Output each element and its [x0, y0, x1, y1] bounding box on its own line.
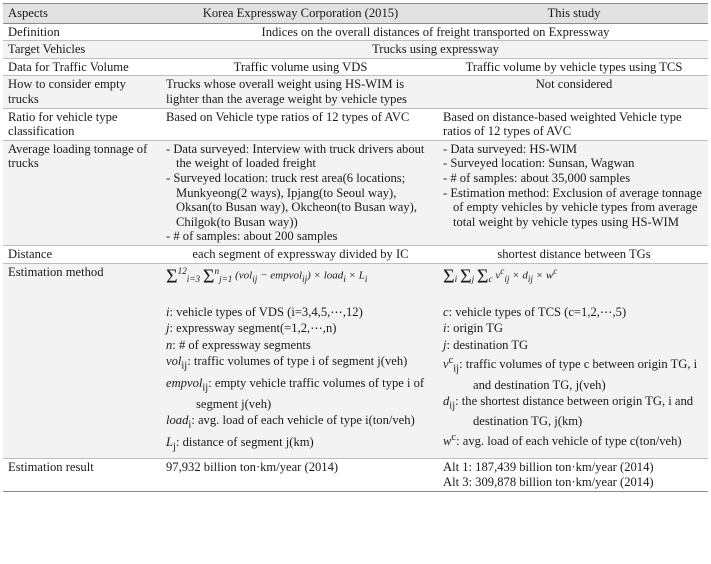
formula-lower-limit: c [488, 273, 493, 284]
study-definitions [443, 305, 705, 449]
formula-subscript: i [364, 273, 368, 284]
formula-subscript: ij [504, 273, 510, 284]
formula-subscript: ij [527, 273, 533, 284]
definition-item: empvol$_{ij}$: empty vehicle traffic volumes of type i of segment j(veh) [166, 376, 425, 411]
formula-lower-limit: j=1 [219, 273, 233, 284]
traffic-study: Traffic volume by vehicle types using TCS [438, 58, 708, 76]
study-formula [443, 265, 705, 305]
row-empty-trucks [3, 76, 708, 108]
list-item: - Estimation method: Exclusion of average tonnage of empty vehicles by vehicle types from average total weight by vehicle types using HS-WIM [443, 185, 702, 229]
formula-term: × d [509, 269, 528, 282]
sigma-symbol: Σ [202, 265, 215, 288]
comparison-table [3, 3, 708, 492]
definition-value: Indices on the overall distances of freight transported on Expressway [161, 23, 708, 41]
target-value: Trucks using expressway [161, 41, 708, 59]
row-label: Distance [3, 245, 161, 263]
formula-upper-limit: n [214, 265, 220, 276]
definition-item: vol$_{ij}$: traffic volumes of type i of segment j(veh) [166, 354, 408, 372]
ratio-kec: Based on Vehicle type ratios of 12 types of AVC [161, 108, 438, 140]
row-distance [3, 245, 708, 263]
formula-term: × L [345, 269, 365, 282]
empty-kec: Trucks whose overall weight using HS-WIM is lighter than the average weight by vehicle types [161, 76, 438, 108]
row-label: How to consider empty trucks [3, 76, 161, 108]
definition-item: n: # of expressway segments [166, 337, 311, 352]
definition-item: $L_j$: distance of segment j(km) [166, 435, 314, 453]
definition-item: j: destination TG [443, 337, 529, 352]
row-traffic-volume [3, 58, 708, 76]
sigma-symbol: Σ [443, 265, 455, 288]
definition-item: i: origin TG [443, 321, 503, 336]
formula-term: (vol [235, 269, 253, 282]
formula-lower-limit: j [471, 273, 475, 284]
list-item: - Data surveyed: Interview with truck drivers about the weight of loaded freight [166, 141, 425, 171]
list-item: - Surveyed location: Sunsan, Wagwan [443, 156, 635, 171]
definition-item: $d_{ij}$: the shortest distance between origin TG, i and destination TG, j(km) [443, 394, 694, 429]
formula-subscript: ij [302, 273, 308, 284]
formula-lower-limit: i [454, 273, 458, 284]
definition-item: load$_i$: avg. load of each vehicle of type i(ton/veh) [166, 413, 415, 431]
loading-kec-list [166, 142, 435, 244]
result-study [438, 459, 708, 491]
row-label: Average loading tonnage of trucks [3, 140, 161, 245]
row-label: Definition [3, 23, 161, 41]
definition-item: i: vehicle types of VDS (i=3,4,5,⋯,12) [166, 304, 363, 319]
formula-upper-limit: 12 [177, 265, 187, 276]
row-ratio [3, 108, 708, 140]
row-target-vehicles [3, 41, 708, 59]
list-item: - Surveyed location: truck rest area(6 locations; Munkyeong(2 ways), Ipjang(to Seoul way), Oksan(to Busan way), Okcheon(to Busan way), Chilgok(to Busan way)) [166, 170, 417, 229]
formula-term: − empvol [257, 269, 303, 282]
loading-study-list [443, 142, 705, 230]
definition-item: c: vehicle types of TCS (c=1,2,⋯,5) [443, 304, 627, 319]
row-estimation-method [3, 263, 708, 459]
sigma-symbol: Σ [476, 265, 489, 288]
list-item: - Data surveyed: HS-WIM [443, 141, 577, 156]
result-alt-1: Alt 1: 187,439 billion ton·km/year (2014) [443, 460, 654, 475]
ratio-study: Based on distance-based weighted Vehicle type ratios of 12 types of AVC [438, 108, 708, 140]
header-aspects: Aspects [3, 4, 161, 24]
header-kec: Korea Expressway Corporation (2015) [161, 4, 438, 24]
formula-term: ) × load [307, 269, 344, 282]
row-label: Estimation result [3, 459, 161, 491]
row-label: Ratio for vehicle type classification [3, 108, 161, 140]
result-alt-3: Alt 3: 309,878 billion ton·km/year (2014) [443, 474, 654, 489]
definition-item: $v^c_{ij}$: traffic volumes of type c between origin TG, i and destination TG, j(veh) [443, 355, 698, 392]
formula-superscript: c [500, 265, 505, 276]
empty-study: Not considered [438, 76, 708, 108]
row-loading-tonnage [3, 140, 708, 245]
formula-superscript: c [553, 265, 558, 276]
formula-lower-limit: i=3 [186, 273, 201, 284]
distance-kec: each segment of expressway divided by IC [161, 245, 438, 263]
result-kec: 97,932 billion ton·km/year (2014) [161, 459, 438, 491]
loading-kec [161, 140, 438, 245]
sigma-symbol: Σ [459, 265, 472, 288]
kec-formula [166, 265, 435, 305]
traffic-kec: Traffic volume using VDS [161, 58, 438, 76]
row-label: Target Vehicles [3, 41, 161, 59]
row-definition [3, 23, 708, 41]
row-label: Estimation method [3, 263, 161, 459]
row-estimation-result [3, 459, 708, 491]
row-label: Data for Traffic Volume [3, 58, 161, 76]
header-study: This study [438, 4, 708, 24]
sigma-symbol: Σ [166, 265, 178, 288]
list-item: - # of samples: about 35,000 samples [443, 170, 631, 185]
list-item: - # of samples: about 200 samples [166, 229, 338, 244]
formula-subscript: ij [252, 273, 258, 284]
definition-item: j: expressway segment(=1,2,⋯,n) [166, 321, 337, 336]
formula-term: v [495, 269, 501, 282]
definition-item: $w^c$: avg. load of each vehicle of type c(ton/veh) [443, 431, 682, 449]
distance-study: shortest distance between TGs [438, 245, 708, 263]
loading-study [438, 140, 708, 245]
formula-subscript: i [343, 273, 346, 284]
kec-definitions [166, 305, 435, 456]
formula-term: × w [532, 269, 554, 282]
table-header-row [3, 4, 708, 24]
method-kec [161, 263, 438, 459]
method-study [438, 263, 708, 459]
